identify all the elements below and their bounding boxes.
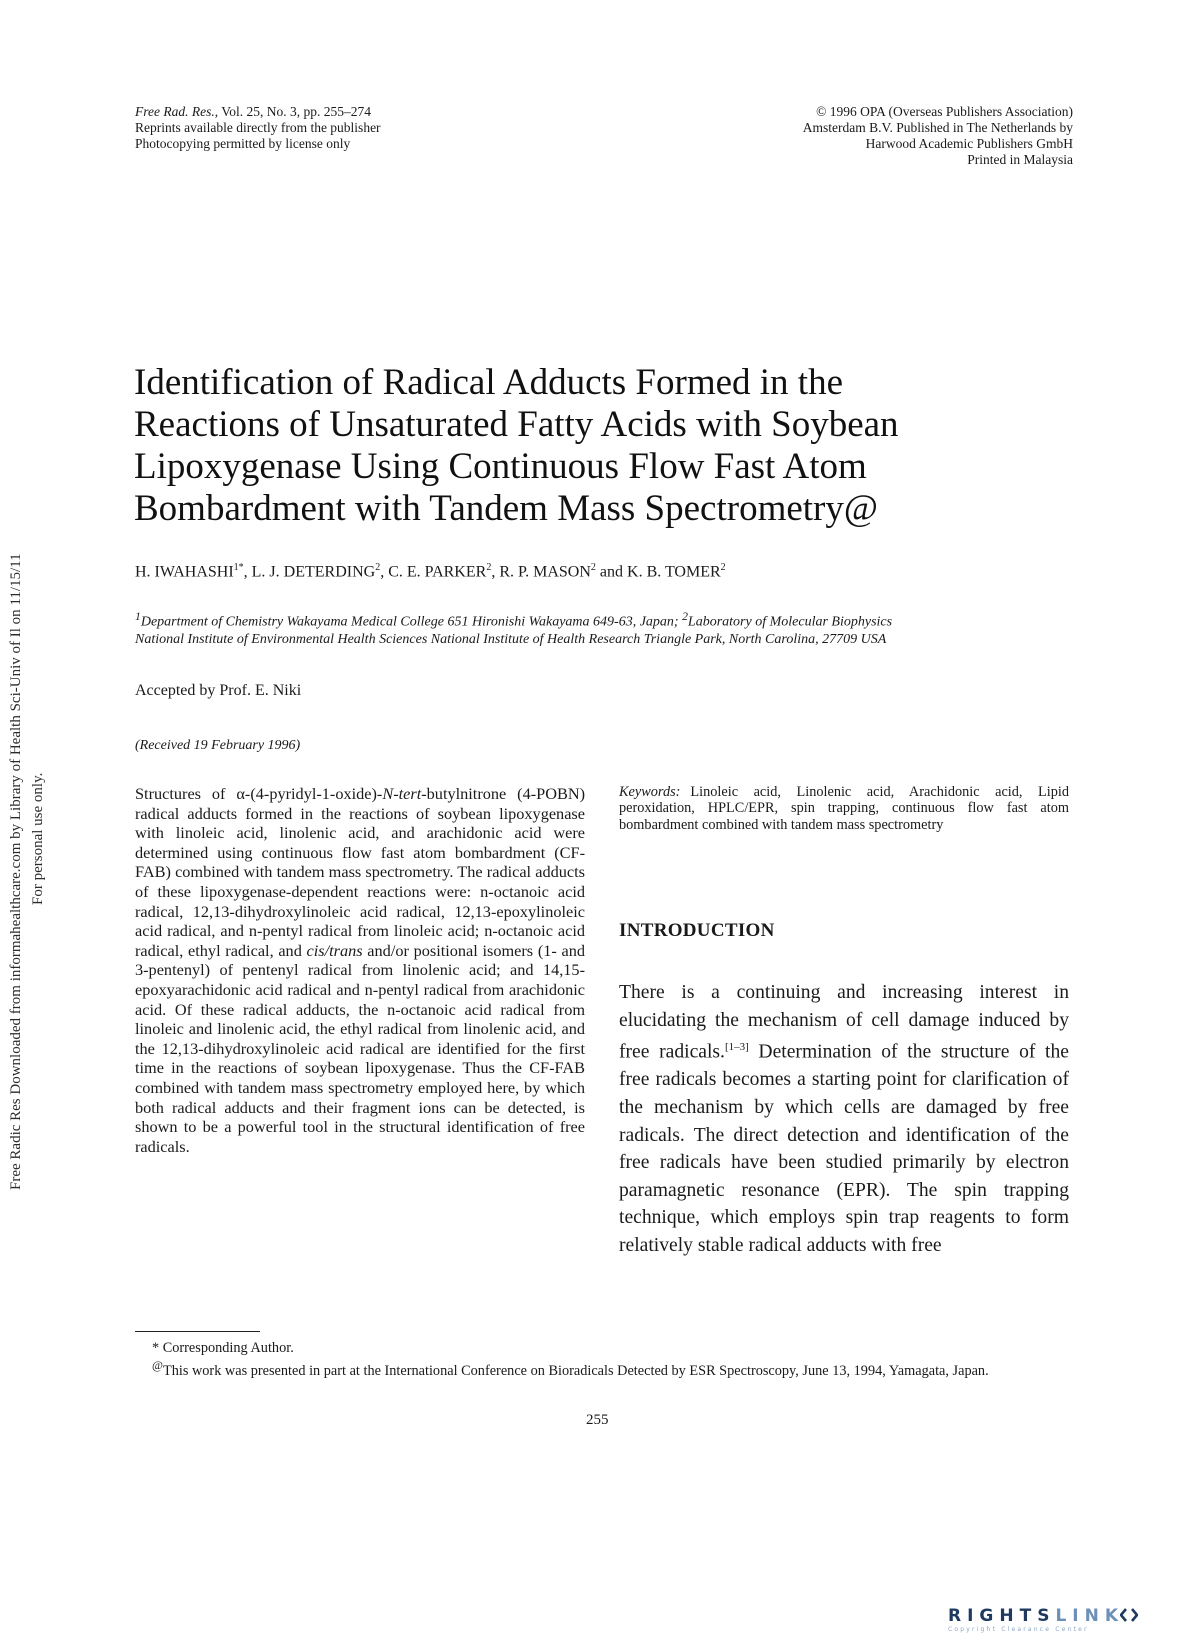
footnote-presentation: This work was presented in part at the International Conference on Bioradicals Detected by ESR Spectroscopy, June 13, 1994, Yamagata, Japan. [162,1362,989,1379]
journal-citation-block [135,104,381,152]
journal-citation: , Vol. 25, No. 3, pp. 255–274 [214,104,371,119]
author-name: H. IWAHASHI [135,563,234,581]
affiliation-mark: 1 [135,610,141,623]
copyright-line-4: Printed in Malaysia [967,152,1073,167]
side-watermark [0,0,60,1651]
journal-abbrev: Free Rad. Res. [135,104,215,119]
title-line: Lipoxygenase Using Continuous Flow Fast Atom [134,446,867,487]
keywords-label: Keywords: [619,784,681,800]
watermark-download-line: Free Radic Res Downloaded from informahealthcare.com by Library of Health Sci-Univ of Il on 11/15/11 [8,553,24,1190]
author-affiliation-mark: 2 [720,562,726,573]
logo-text-dark: RIGHTS [948,1606,1056,1626]
footnotes [135,1340,1070,1380]
introduction-text: There is a continuing and increasing interest in elucidating the mechanism of cell damage induced by free radicals. [619,982,1069,1063]
affiliation-text: Laboratory of Molecular Biophysics [687,614,893,630]
accepted-by: Accepted by Prof. E. Niki [135,682,302,699]
logo-tagline: Copyright Clearance Center [948,1626,1089,1633]
author-affiliation-mark: 2 [375,562,381,573]
photocopying-note: Photocopying permitted by license only [135,136,351,151]
author-name: , C. E. PARKER [380,563,487,581]
affiliation-text: Department of Chemistry Wakayama Medical College 651 Hironishi Wakayama 649-63, Japan; [140,614,683,630]
affiliation-mark: 2 [682,610,688,623]
footnote-mark: @ [152,1358,163,1372]
logo-arrows-icon [1120,1608,1138,1622]
abstract-text: Structures of α-(4-pyridyl-1-oxide)- [135,784,383,803]
title-line: Identification of Radical Adducts Formed in the [134,362,843,403]
copyright-line-1: © 1996 OPA (Overseas Publishers Association) [816,104,1073,119]
introduction-heading: INTRODUCTION [619,920,775,941]
abstract-text: -butylnitrone (4-POBN) radical adducts formed in the reactions of soybean lipoxygenase with linoleic acid, linolenic acid, and arachidonic acid were determined using continuous flow fast atom bombardment (CF-FAB) combined with tandem mass spectrometry. The radical adducts of these lipoxygenase-dependent reactions were: n-octanoic acid radical, 12,13-dihydroxylinoleic acid radical, 12,13-epoxylinoleic acid radical, and n-pentyl radical from linoleic acid; n-octanoic acid radical, ethyl radical, and [135,784,585,960]
affiliations [135,608,1095,648]
copyright-line-2: Amsterdam B.V. Published in The Netherlands by [802,120,1073,135]
author-affiliation-mark: 1* [233,562,244,573]
affiliation-text: National Institute of Environmental Health Sciences National Institute of Health Research Triangle Park, North Carolina, 27709 USA [135,631,887,647]
keywords [619,784,1069,833]
copyright-line-3: Harwood Academic Publishers GmbH [865,136,1073,151]
abstract [135,784,585,1156]
footnote-corresponding-author: * Corresponding Author. [152,1340,294,1356]
abstract-text-italic: N-tert [382,784,422,803]
paper-title [134,362,1074,530]
citation-reference: [1–3] [724,1041,749,1054]
keywords-text: Linoleic acid, Linolenic acid, Arachidonic acid, Lipid peroxidation, HPLC/EPR, spin trapping, continuous flow fast atom bombardment combined with tandem mass spectrometry [619,784,1069,833]
author-name: , R. P. MASON [491,563,591,581]
author-name: , L. J. DETERDING [243,563,376,581]
author-affiliation-mark: 2 [590,562,596,573]
watermark-personal-use-line: For personal use only. [30,772,46,905]
title-line: Reactions of Unsaturated Fatty Acids with Soybean [134,404,899,445]
footnote-rule [135,1331,260,1332]
abstract-text: and/or positional isomers (1- and 3-pentenyl) of pentenyl radical from linolenic acid; and 14,15-epoxyarachidonic acid radical and n-pentyl radical from arachidonic acid. Of these radical adducts, the n-octanoic acid radical from linoleic and linolenic acid, the ethyl radical from linolenic acid, and the 12,13-dihydroxylinoleic acid radical are identified for the first time in the reactions of soybean lipoxygenase. Thus the CF-FAB combined with tandem mass spectrometry employed here, by which both radical adducts and their fragment ions can be detected, is shown to be a powerful tool in the structural identification of free radicals. [135,940,586,1156]
received-date: (Received 19 February 1996) [135,738,301,753]
author-affiliation-mark: 2 [486,562,492,573]
rightslink-wordmark [948,1606,1148,1626]
author-list [135,562,726,581]
copyright-block [803,104,1073,168]
page-number: 255 [586,1412,609,1428]
logo-text-light: LINK [1055,1606,1124,1626]
author-name: and K. B. TOMER [595,563,721,581]
introduction-body [619,979,1069,1259]
rightslink-logo [948,1606,1148,1640]
introduction-text: Determination of the structure of the free radicals becomes a starting point for clarification of the mechanism by which cells are damaged by free radicals. The direct detection and identification of the free radicals have been studied primarily by electron paramagnetic resonance (EPR). The spin trapping technique, which employs spin trap reagents to form relatively stable radical adducts with free [619,1041,1069,1256]
title-line: Bombardment with Tandem Mass Spectrometry@ [134,488,878,529]
abstract-text-italic: cis/trans [306,940,363,960]
reprints-note: Reprints available directly from the publisher [135,120,381,135]
